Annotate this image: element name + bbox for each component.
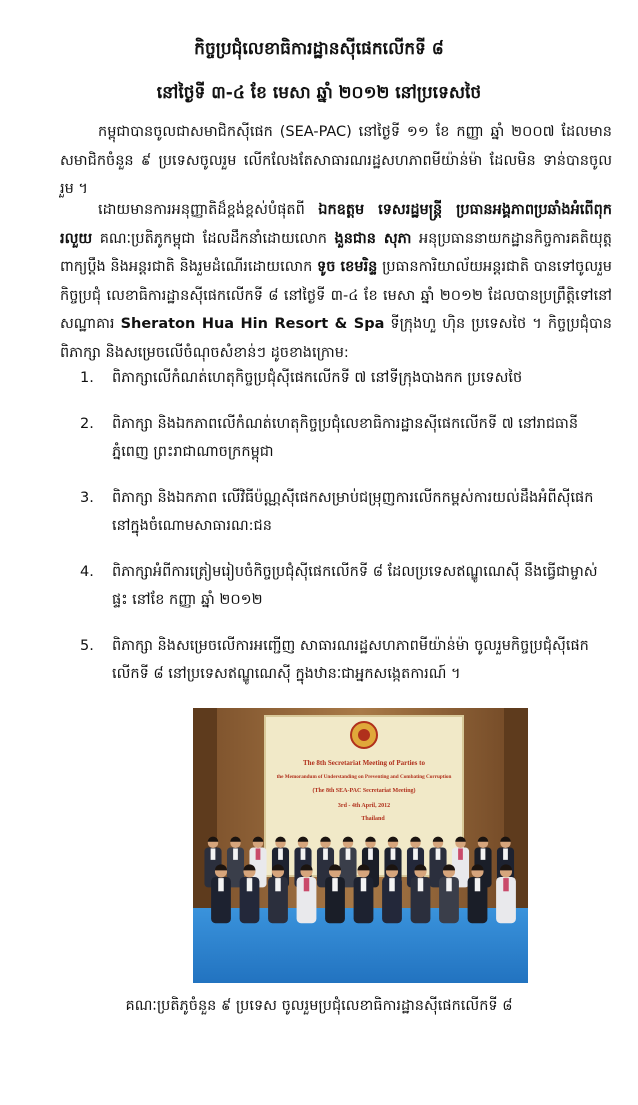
paragraph-text: ប្រធានការិយាល័យអន្តរជាតិ បានទៅចូលរួមកិច្ចប្រជុំ លេខាធិការដ្ឋានស៊ីផេកលើកទី ៨ នៅថ្ងៃទី ៣-៤ ខែ មេសា ឆ្នាំ ២០១២ ដែលបានប្រព្រឹត្តិទៅនៅសណ្ឋាគារ bbox=[60, 259, 613, 332]
group-photo bbox=[193, 708, 528, 983]
banner-line-5: Thailand bbox=[361, 816, 385, 822]
item-text: ពិភាក្សាអំពីការត្រៀមរៀបចំកិច្ចប្រជុំស៊ីផេកលើកទី ៨ ដែលប្រទេសឥណ្ឌូណេស៊ី នឹងធ្វើជាម្ចាស់ផ្ទះ នៅខែ កញ្ញា ឆ្នាំ ២០១២ bbox=[112, 563, 598, 608]
list-item bbox=[80, 364, 610, 393]
emblem-core bbox=[358, 729, 370, 741]
bold-delegation-member: ទូច ខេមរិន្ទ bbox=[317, 259, 378, 275]
banner-line-3: (The 8th SEA-PAC Secretariat Meeting) bbox=[312, 788, 416, 794]
banner-line-4: 3rd - 4th April, 2012 bbox=[337, 803, 391, 809]
list-item bbox=[80, 632, 610, 689]
intro-paragraph: កម្ពុជាបានចូលជាសមាជិកស៊ីផេក (SEA-PAC) នៅថ្ងៃទី ១១ ខែ កញ្ញា ឆ្នាំ ២០០៧ ដែលមានសមាជិកចំនួន ៩ ប្រទេសចូលរួម លើកលែងតែសាធារណរដ្ឋសហភាពមីយ៉ាន់ម៉ា ដែលមិន ទាន់បានចូលរួម ។ bbox=[60, 124, 612, 197]
bold-official-title: ឯកឧត្តម ទេសរដ្ឋមន្ត្រី ប្រធានអង្គភាពប្រឆាំងអំពើពុករលួយ bbox=[60, 202, 613, 247]
item-text: ពិភាក្សាលើកំណត់ហេតុកិច្ចប្រជុំស៊ីផេកលើកទី ៧ នៅទីក្រុងបាងកក ប្រទេសថៃ bbox=[112, 370, 523, 386]
document-title: កិច្ចប្រជុំលេខាធិការដ្ឋានស៊ីផេកលើកទី ៨ bbox=[194, 39, 444, 59]
item-number: 5. bbox=[80, 637, 94, 654]
item-text: ពិភាក្សា និងឯកភាពលើកំណត់ហេតុកិច្ចប្រជុំលេខាធិការដ្ឋានស៊ីផេកលើកទី ៧ នៅរាជធានីភ្នំពេញ ព្រះរាជាណាចក្រកម្ពុជា bbox=[112, 415, 579, 460]
bold-delegation-head: ងួនជាន សុភា bbox=[334, 230, 412, 247]
bold-venue-name: Sheraton Hua Hin Resort & Spa bbox=[120, 316, 385, 332]
paragraph-text: គណៈប្រតិភូកម្ពុជា ដែលដឹកនាំដោយលោក bbox=[92, 230, 335, 247]
item-number: 1. bbox=[80, 370, 94, 386]
item-number: 3. bbox=[80, 489, 94, 506]
delegation-paragraph bbox=[60, 196, 612, 367]
banner-line-1: The 8th Secretariat Meeting of Parties to bbox=[303, 759, 425, 767]
group-photo-illustration bbox=[193, 708, 528, 983]
item-number: 4. bbox=[80, 563, 94, 580]
agenda-list bbox=[80, 364, 610, 706]
photo-caption: គណៈប្រតិភូចំនួន ៩ ប្រទេស ចូលរួមប្រជុំលេខាធិការដ្ឋានស៊ីផេកលើកទី ៨ bbox=[125, 998, 513, 1014]
item-text: ពិភាក្សា និងសម្រេចលើការអញ្ជើញ សាធារណរដ្ឋសហភាពមីយ៉ាន់ម៉ា ចូលរួមកិច្ចប្រជុំស៊ីផេកលើកទី ៨ នៅប្រទេសឥណ្ឌូណេស៊ី ក្នុងឋានៈជាអ្នកសង្កេតការណ៍ ។ bbox=[112, 637, 589, 682]
paragraph-text: ទីក្រុងហួ ហ៊ិន ប្រទេសថៃ ។ កិច្ចប្រជុំបានពិភាក្សា និងសម្រេចលើចំណុចសំខាន់ៗ ដូចខាងក្រោម: bbox=[60, 316, 612, 361]
document-subtitle-date: នៅថ្ងៃទី ៣-៤ ខែ មេសា ឆ្នាំ ២០១២ នៅប្រទេសថៃ bbox=[156, 83, 482, 103]
list-item bbox=[80, 410, 610, 467]
list-item bbox=[80, 484, 610, 541]
item-number: 2. bbox=[80, 415, 94, 432]
paragraph-text: អនុប្រធាននាយកដ្ឋានកិច្ចការគតិយុត្ត ពាក្យប្តឹង និងអន្តរជាតិ និងរួមដំណើរដោយលោក bbox=[60, 230, 612, 275]
item-text: ពិភាក្សា និងឯកភាព លើវិធីប៉ណ្ណស៊ីផេកសម្រាប់ជម្រុញការលើកកម្ពស់ការយល់ដឹងអំពីស៊ីផេក នៅក្នុងចំណោមសាធារណ:ជន bbox=[112, 489, 594, 534]
list-item bbox=[80, 558, 610, 615]
paragraph-text: ដោយមានការអនុញ្ញាតិដ៏ខ្ពង់ខ្ពស់បំផុតពី bbox=[98, 202, 319, 218]
banner-line-2: the Memorandum of Understanding on Preventing and Combating Corruption bbox=[276, 774, 452, 780]
